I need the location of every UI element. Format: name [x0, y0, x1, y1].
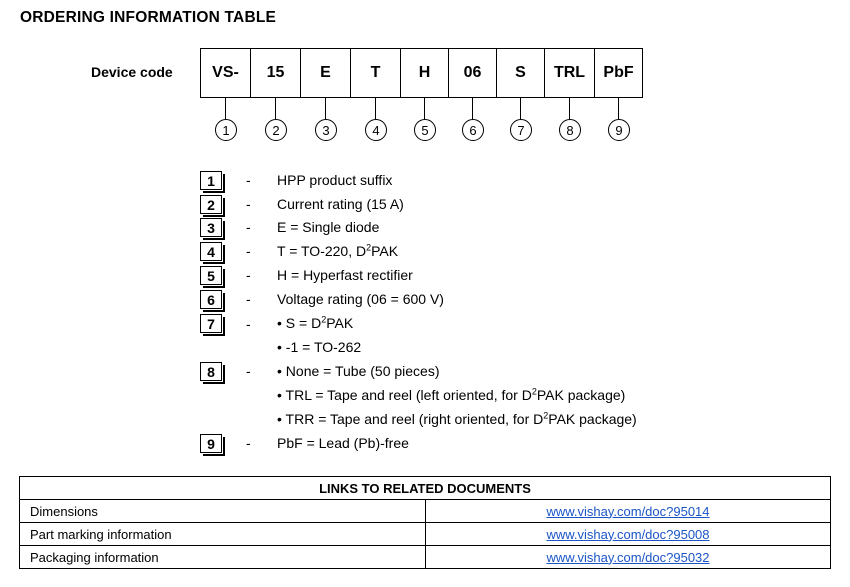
table-row: [20, 500, 831, 523]
legend-number-box: 3: [200, 218, 222, 237]
code-cell-8: TRL: [545, 49, 595, 97]
table-header: LINKS TO RELATED DOCUMENTS: [20, 477, 831, 500]
legend-description: Voltage rating (06 = 600 V): [277, 291, 444, 307]
code-cell-7: S: [497, 49, 545, 97]
legend-description: • TRL = Tape and reel (left oriented, for $D^2PAK$ package): [277, 386, 626, 403]
circle-number-3: 3: [315, 119, 337, 141]
circle-number-9: 9: [608, 119, 630, 141]
circle-number-2: 2: [265, 119, 287, 141]
legend-dash: -: [246, 363, 251, 379]
packaging-link[interactable]: www.vishay.com/doc?95032: [546, 549, 710, 565]
legend-dash: -: [246, 196, 251, 212]
table-row: [20, 523, 831, 546]
legend-number-box: 5: [200, 266, 222, 285]
code-cell-2: 15: [251, 49, 301, 97]
legend-description: • $S = D^2PAK$: [277, 314, 354, 331]
table-row: [20, 546, 831, 569]
circle-number-1: 1: [215, 119, 237, 141]
related-documents-table: [19, 476, 831, 569]
legend-description: E = Single diode: [277, 219, 380, 235]
circle-number-5: 5: [414, 119, 436, 141]
row-label: Dimensions: [20, 500, 426, 523]
circle-number-4: 4: [365, 119, 387, 141]
part-marking-link[interactable]: www.vishay.com/doc?95008: [546, 526, 710, 542]
legend-dash: -: [246, 435, 251, 451]
row-label: Packaging information: [20, 546, 426, 569]
circle-number-6: 6: [462, 119, 484, 141]
legend-number-box: 8: [200, 362, 222, 381]
legend-number-box: 6: [200, 290, 222, 309]
legend-description: T = TO-220, $D^2PAK$: [277, 242, 399, 259]
legend-description: • -1 = TO-262: [277, 339, 362, 355]
circle-number-8: 8: [559, 119, 581, 141]
legend-dash: -: [246, 172, 251, 188]
legend-number-box: 1: [200, 171, 222, 190]
code-cell-1: VS-: [201, 49, 251, 97]
code-cell-6: 06: [449, 49, 497, 97]
legend-description: • None = Tube (50 pieces): [277, 363, 440, 379]
code-cell-5: H: [401, 49, 449, 97]
legend-number-box: 9: [200, 434, 222, 453]
code-cell-9: PbF: [603, 64, 634, 81]
code-cell-4: T: [351, 49, 401, 97]
legend-number-box: 4: [200, 242, 222, 261]
legend-number-box: 2: [200, 195, 222, 214]
device-code-label: Device code: [91, 64, 173, 80]
legend-description: H = Hyperfast rectifier: [277, 267, 413, 283]
legend-number-box: 7: [200, 314, 222, 333]
legend-dash: -: [246, 243, 251, 259]
legend-description: PbF = Lead (Pb)-free: [277, 435, 409, 451]
legend-dash: -: [246, 291, 251, 307]
legend-description: HPP product suffix: [277, 172, 393, 188]
legend-description: • TRR = Tape and reel (right oriented, for $D^2PAK$ package): [277, 410, 637, 427]
legend-description: Current rating (15 A): [277, 196, 404, 212]
page-title: ORDERING INFORMATION TABLE: [20, 9, 277, 26]
legend-dash: -: [246, 219, 251, 235]
legend-dash: -: [246, 316, 251, 332]
circle-number-7: 7: [510, 119, 532, 141]
legend-dash: -: [246, 267, 251, 283]
dimensions-link[interactable]: www.vishay.com/doc?95014: [546, 503, 710, 519]
row-label: Part marking information: [20, 523, 426, 546]
code-cell-3: E: [301, 49, 351, 97]
